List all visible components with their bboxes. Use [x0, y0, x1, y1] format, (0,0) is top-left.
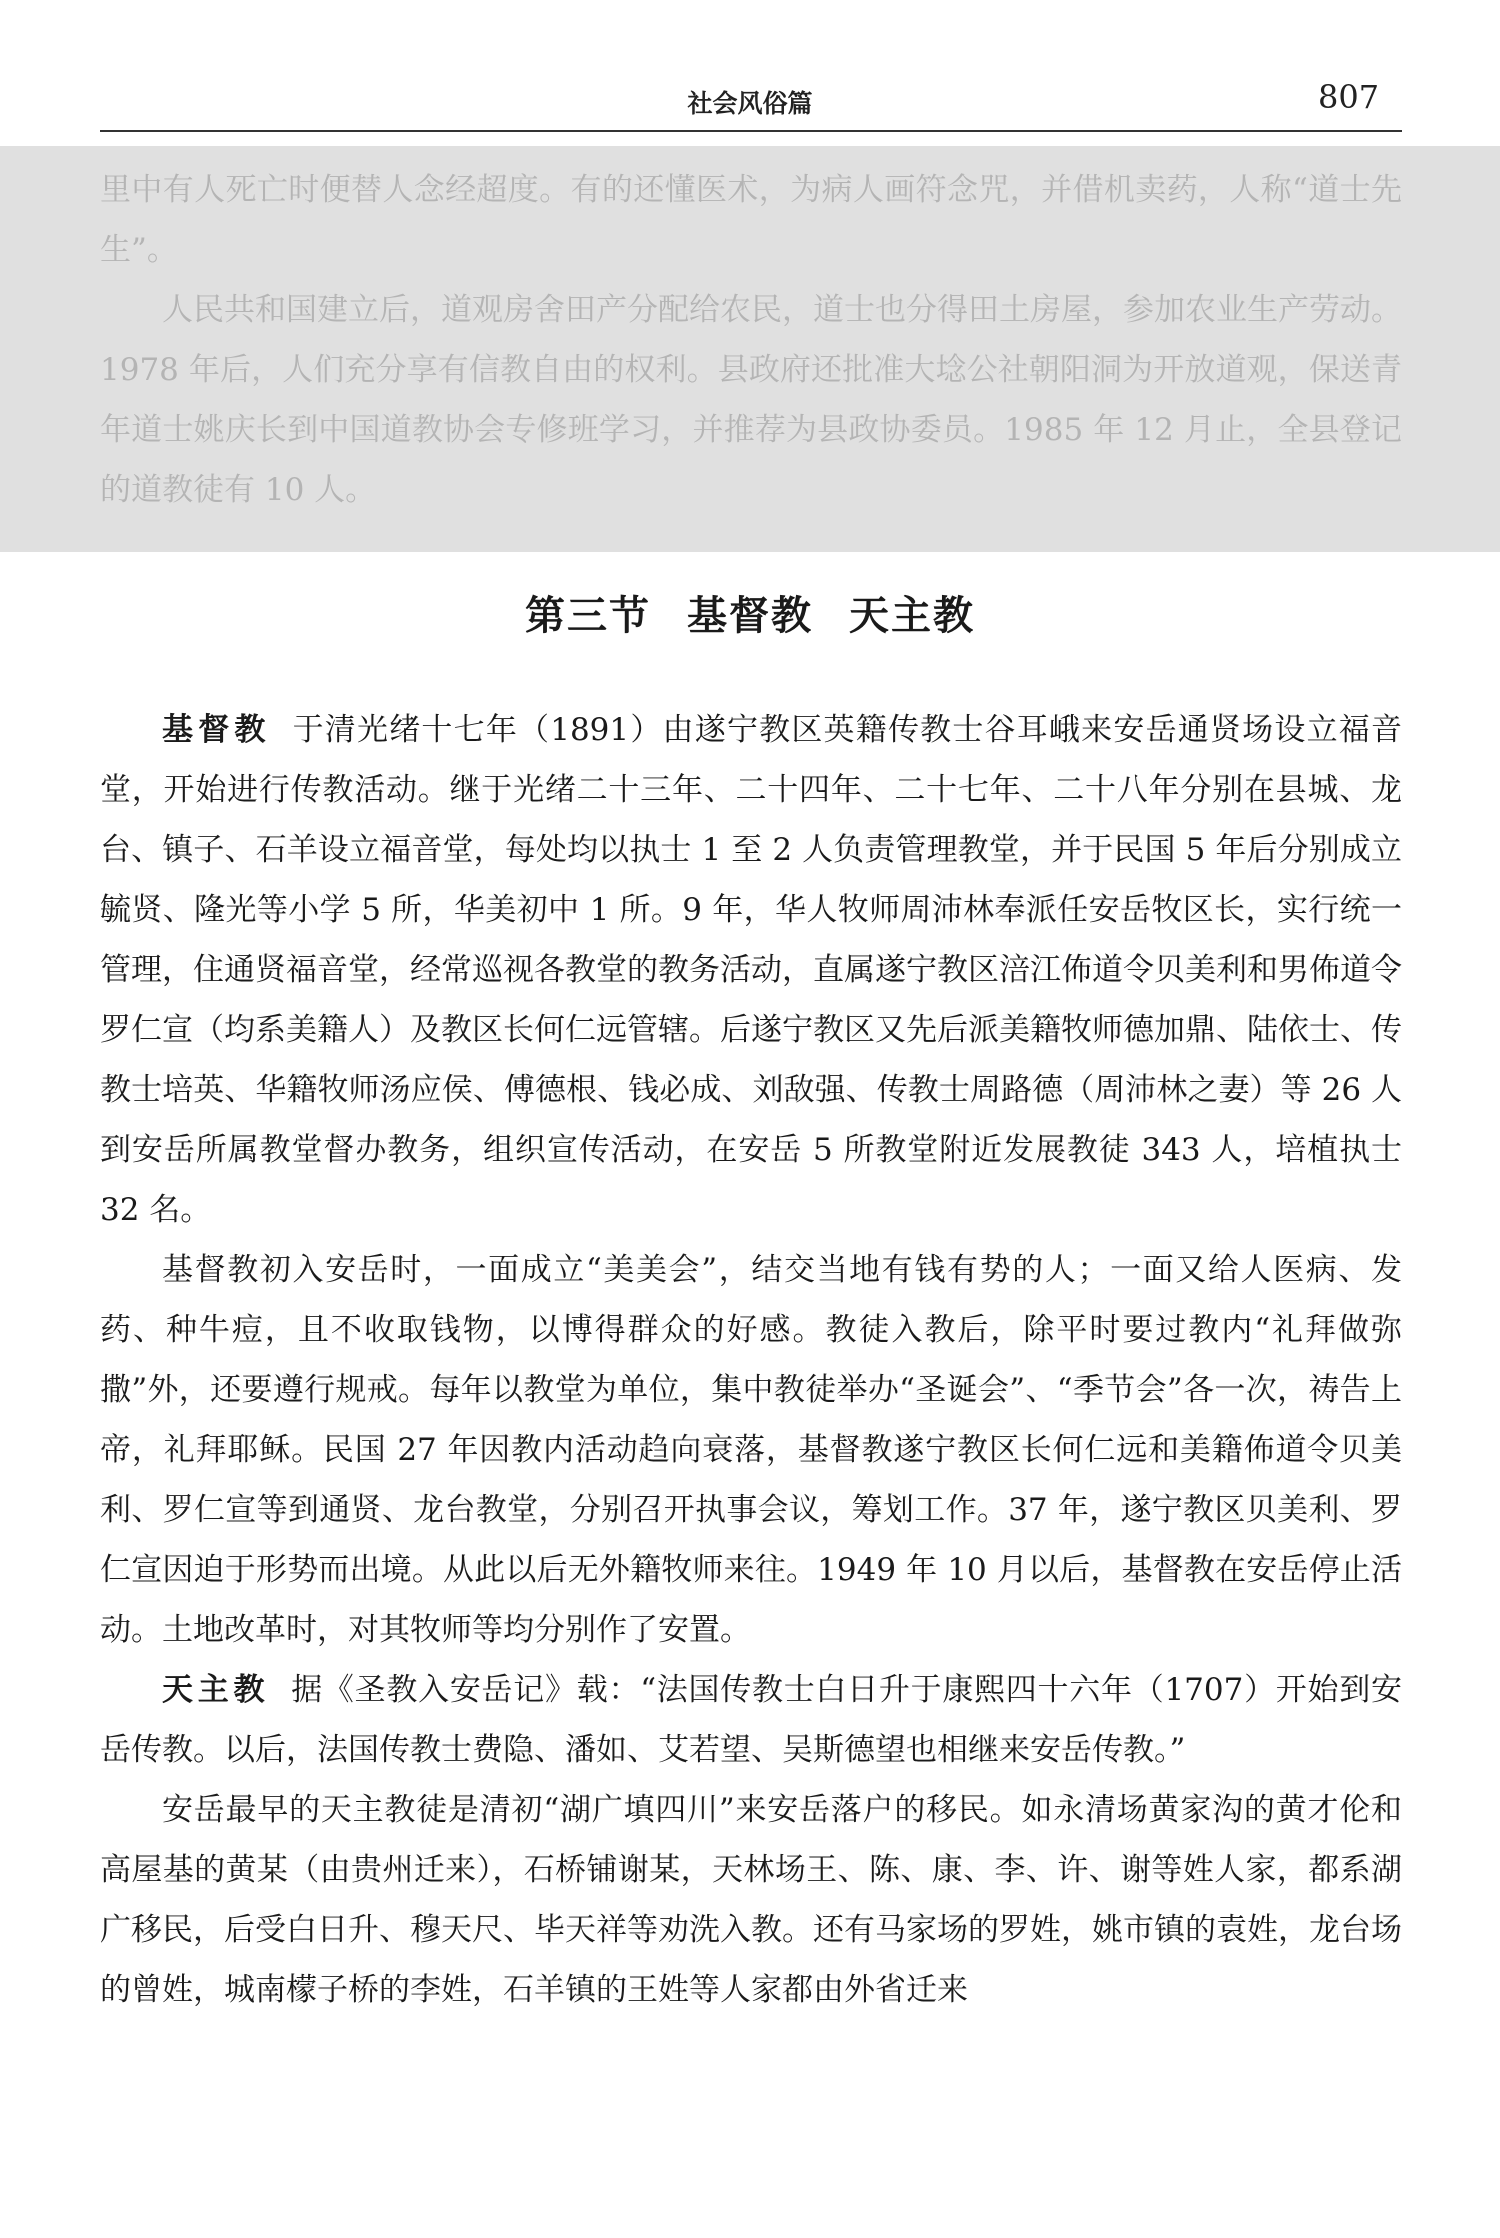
paragraph-catholicism: [100, 1660, 1402, 1780]
term-catholicism: 天主教: [162, 1672, 270, 1708]
section-title-christianity: 基督教: [687, 592, 813, 639]
paragraph-catholic-migrants: 安岳最早的天主教徒是清初“湖广填四川”来安岳落户的移民。如永清场黄家沟的黄才伦和高屋基的黄某（由贵州迁来），石桥铺谢某，天林场王、陈、康、李、许、谢等姓人家，都系湖广移民，后受白日升、穆天尺、毕天祥等劝洗入教。还有马家场的罗姓，姚市镇的袁姓，龙台场的曾姓，城南檬子桥的李姓，石羊镇的王姓等人家都由外省迁来: [100, 1792, 1402, 2008]
shaded-paragraph-1: 里中有人死亡时便替人念经超度。有的还懂医术，为病人画符念咒，并借机卖药，人称“道士先生”。: [100, 172, 1402, 268]
shaded-block: [0, 146, 1500, 552]
running-title: 社会风俗篇: [687, 89, 813, 118]
body-text: [100, 700, 1402, 2020]
page-header: [0, 0, 1500, 140]
section-title-catholicism: 天主教: [849, 592, 975, 639]
paragraph-catholicism-text: 据《圣教入安岳记》载：“法国传教士白日升于康熙四十六年（1707）开始到安岳传教。以后，法国传教士费隐、潘如、艾若望、吴斯德望也相继来安岳传教。”: [100, 1672, 1402, 1768]
shaded-text: [100, 160, 1402, 520]
paragraph-christianity-practices: 基督教初入安岳时，一面成立“美美会”，结交当地有钱有势的人；一面又给人医病、发药、种牛痘，且不收取钱物，以博得群众的好感。教徒入教后，除平时要过教内“礼拜做弥撒”外，还要遵行规戒。每年以教堂为单位，集中教徒举办“圣诞会”、“季节会”各一次，祷告上帝，礼拜耶稣。民国 27 年因教内活动趋向衰落，基督教遂宁教区长何仁远和美籍佈道令贝美利、罗仁宣等到通贤、龙台教堂，分别召开执事会议，筹划工作。37 年，遂宁教区贝美利、罗仁宣因迫于形势而出境。从此以后无外籍牧师来往。1949 年 10 月以后，基督教在安岳停止活动。土地改革时，对其牧师等均分别作了安置。: [100, 1252, 1402, 1648]
paragraph-christianity-text: 于清光绪十七年（1891）由遂宁教区英籍传教士谷耳峨来安岳通贤场设立福音堂，开始进行传教活动。继于光绪二十三年、二十四年、二十七年、二十八年分别在县城、龙台、镇子、石羊设立福音堂，每处均以执士 1 至 2 人负责管理教堂，并于民国 5 年后分别成立毓贤、隆光等小学 5 所，华美初中 1 所。9 年，华人牧师周沛林奉派任安岳牧区长，实行统一管理，住通贤福音堂，经常巡视各教堂的教务活动，直属遂宁教区涪江佈道令贝美利和男佈道令罗仁宣（均系美籍人）及教区长何仁远管辖。后遂宁教区又先后派美籍牧师德加鼎、陆依士、传教士培英、华籍牧师汤应侯、傅德根、钱必成、刘敌强、传教士周路德（周沛林之妻）等 26 人到安岳所属教堂督办教务，组织宣传活动，在安岳 5 所教堂附近发展教徒 343 人，培植执士 32 名。: [100, 712, 1402, 1228]
section-heading: [0, 584, 1500, 641]
term-christianity: 基督教: [162, 712, 271, 748]
header-rule: [100, 130, 1402, 132]
page-number: 807: [1318, 78, 1380, 116]
section-number: 第三节: [525, 592, 651, 639]
paragraph-christianity: [100, 700, 1402, 1240]
shaded-paragraph-2: 人民共和国建立后，道观房舍田产分配给农民，道士也分得田土房屋，参加农业生产劳动。1978 年后，人们充分享有信教自由的权利。县政府还批准大埝公社朝阳洞为开放道观，保送青年道士姚庆长到中国道教协会专修班学习，并推荐为县政协委员。1985 年 12 月止，全县登记的道教徒有 10 人。: [100, 292, 1402, 508]
